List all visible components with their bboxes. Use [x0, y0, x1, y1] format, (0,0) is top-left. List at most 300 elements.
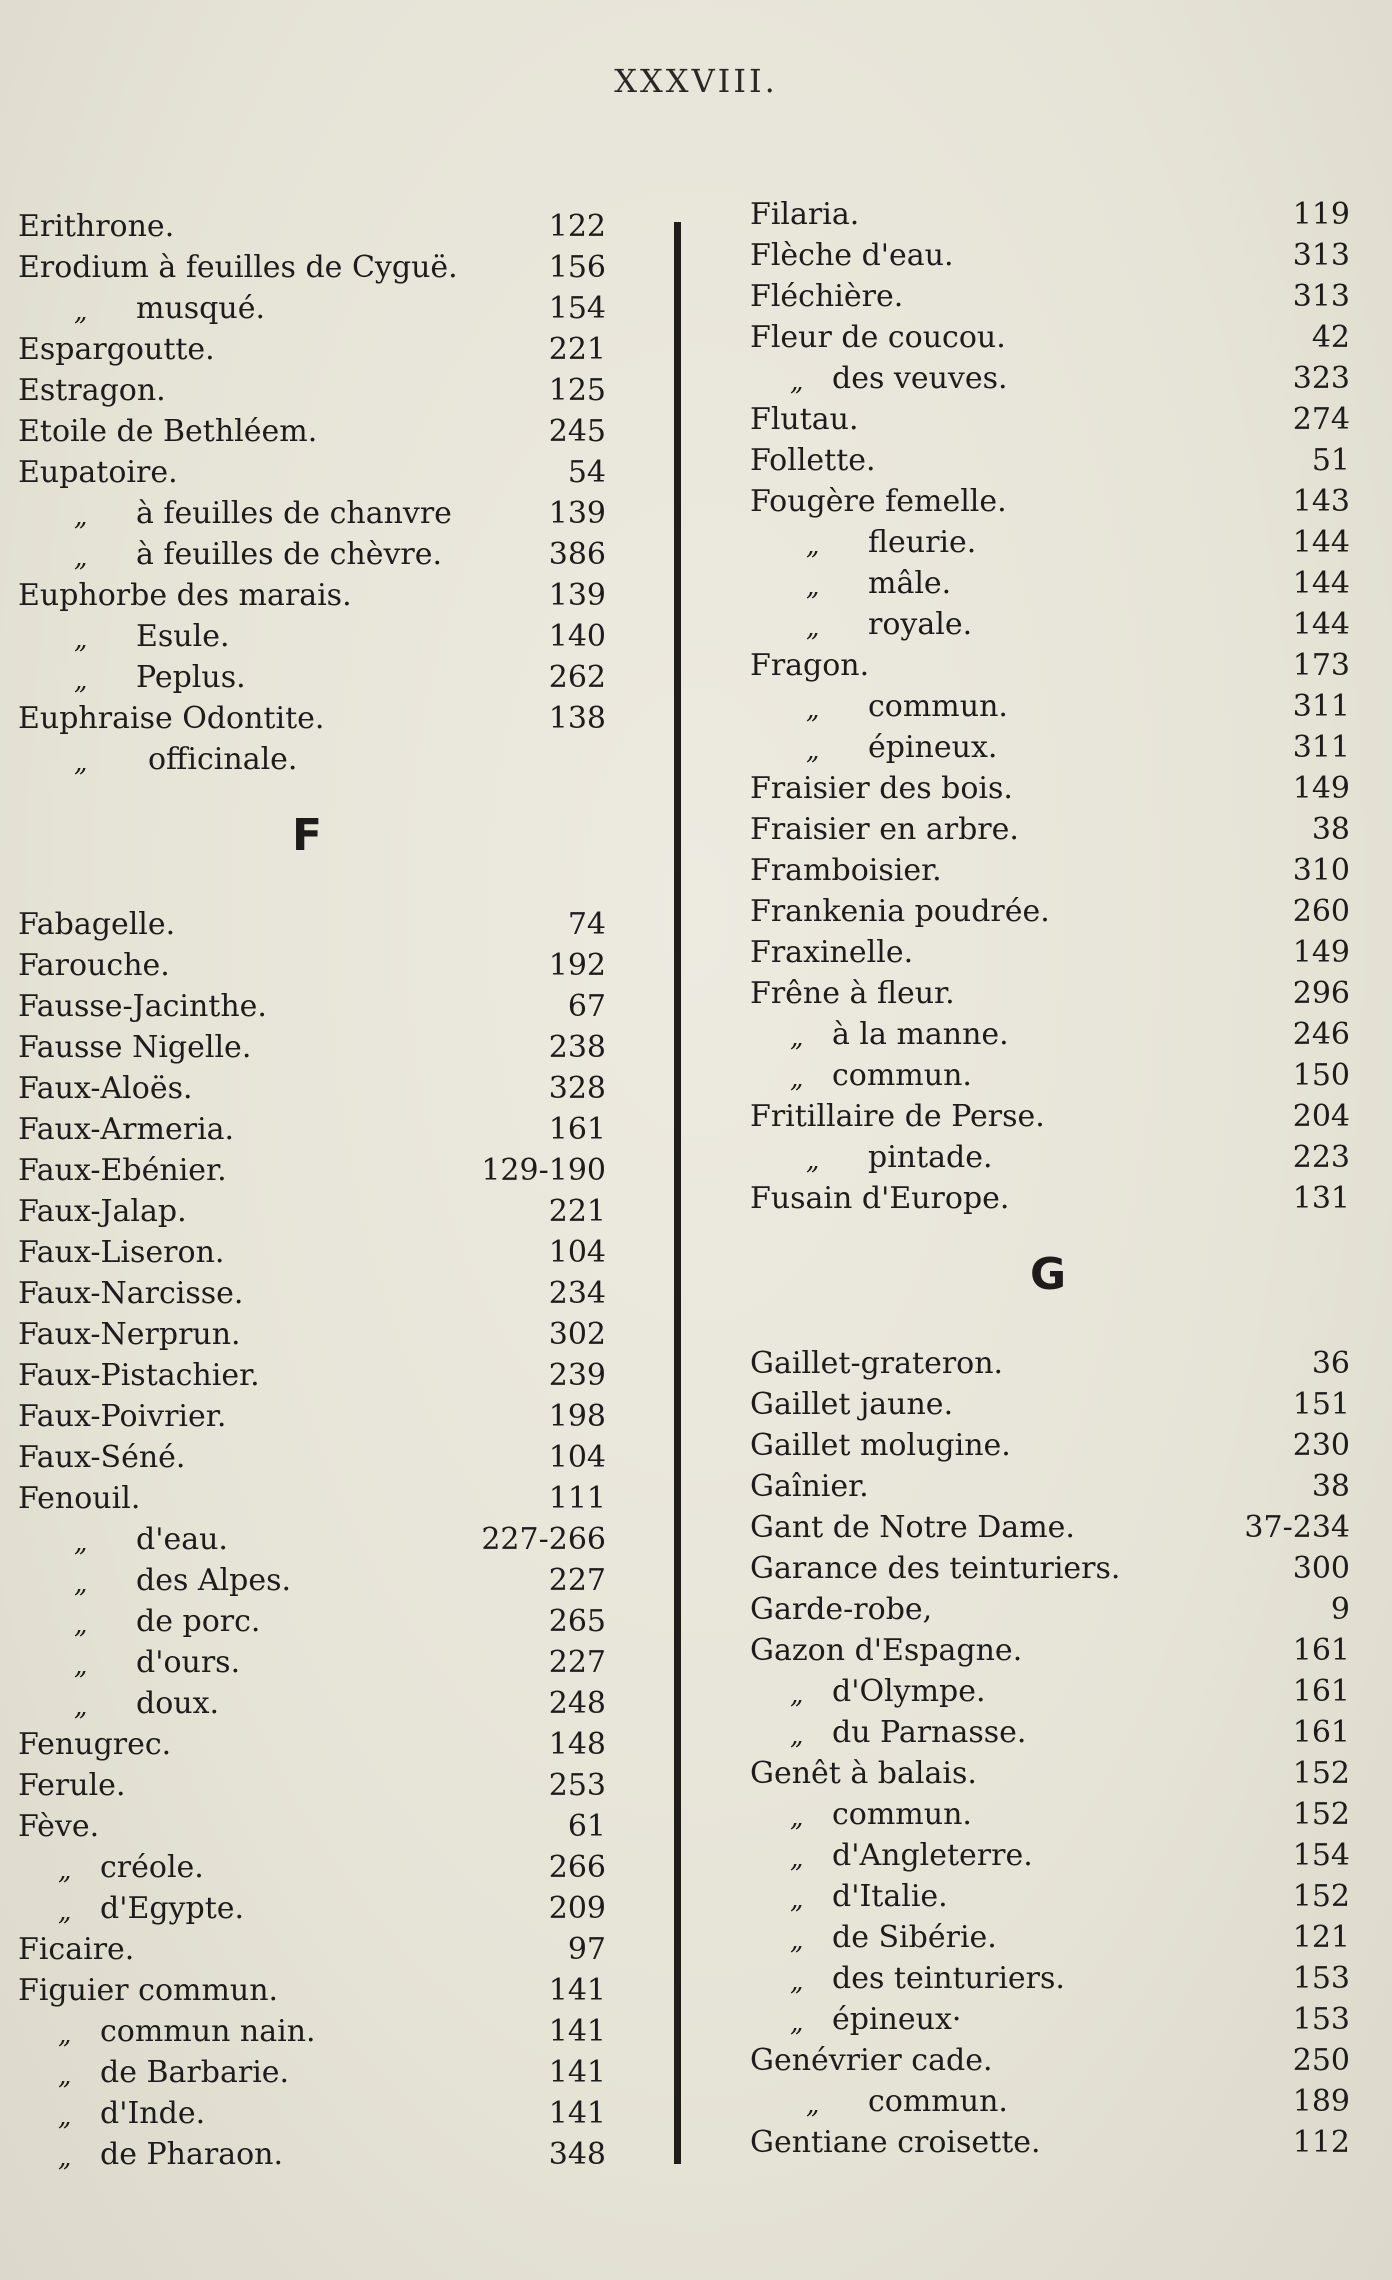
index-entry-label: Faux-Séné.	[18, 1440, 186, 1475]
index-entry-page-number: 223	[1292, 1140, 1350, 1175]
index-entry-label: Flutau.	[750, 402, 859, 437]
index-entry-label: Garde-robe,	[750, 1592, 933, 1627]
index-entry-page-number: 245	[548, 414, 606, 449]
index-entry	[750, 194, 1350, 235]
index-entry	[18, 1888, 606, 1929]
index-column-right	[750, 194, 1350, 2163]
index-entry-label: à la manne.	[832, 1017, 1009, 1052]
index-entry-label: des veuves.	[832, 361, 1008, 396]
index-entry-label: Faux-Ebénier.	[18, 1153, 227, 1188]
index-entry-page-number: 154	[548, 291, 606, 326]
index-entry-page-number: 313	[1292, 238, 1350, 273]
index-entry-page-number: 140	[548, 619, 606, 654]
index-entry	[18, 698, 606, 739]
index-entry-label: musqué.	[136, 291, 265, 326]
index-entry-page-number: 125	[548, 373, 606, 408]
ditto-mark: „	[790, 1680, 804, 1710]
index-entry	[18, 739, 606, 780]
index-entry	[750, 1917, 1350, 1958]
index-entry	[750, 604, 1350, 645]
index-entry-label: Gentiane croisette.	[750, 2125, 1041, 2160]
index-entry-page-number: 323	[1292, 361, 1350, 396]
index-entry-label: Garance des teinturiers.	[750, 1551, 1121, 1586]
index-entry-page-number: 148	[548, 1727, 606, 1762]
index-entry-page-number: 38	[1311, 812, 1350, 847]
index-entry-page-number: 189	[1292, 2084, 1350, 2119]
ditto-mark: „	[806, 613, 820, 643]
page-header-roman-numeral: XXXVIII.	[614, 62, 778, 100]
index-entry	[18, 1150, 606, 1191]
index-entry-page-number: 262	[548, 660, 606, 695]
index-entry	[750, 358, 1350, 399]
index-entry-page-number: 150	[1292, 1058, 1350, 1093]
index-entry-page-number: 149	[1292, 771, 1350, 806]
index-entry	[18, 1519, 606, 1560]
index-entry	[18, 1929, 606, 1970]
ditto-mark: „	[790, 1926, 804, 1956]
index-entry-label: épineux·	[832, 2002, 962, 2037]
index-entry	[750, 1589, 1350, 1630]
index-entry-label: créole.	[100, 1850, 204, 1885]
index-entry-page-number: 227	[548, 1563, 606, 1598]
index-entry	[750, 2081, 1350, 2122]
index-entry	[18, 575, 606, 616]
index-entry-page-number: 154	[1292, 1838, 1350, 1873]
index-entry-page-number: 144	[1292, 607, 1350, 642]
index-entry-label: d'Olympe.	[832, 1674, 986, 1709]
index-entry-label: Fenouil.	[18, 1481, 141, 1516]
index-entry-label: de porc.	[136, 1604, 261, 1639]
index-entry-label: Euphorbe des marais.	[18, 578, 352, 613]
ditto-mark: „	[790, 1023, 804, 1053]
index-entry-label: Genévrier cade.	[750, 2043, 993, 2078]
index-entry-label: à feuilles de chanvre	[136, 496, 452, 531]
index-entry-page-number: 97	[567, 1932, 606, 1967]
index-entry-page-number: 37-234	[1244, 1510, 1350, 1545]
index-entry	[18, 247, 606, 288]
index-entry-label: d'Inde.	[100, 2096, 206, 2131]
index-entry-label: fleurie.	[868, 525, 977, 560]
index-entry-page-number: 121	[1292, 1920, 1350, 1955]
index-entry-label: des Alpes.	[136, 1563, 292, 1598]
index-entry-label: commun.	[868, 2084, 1008, 2119]
index-entry-page-number: 265	[548, 1604, 606, 1639]
ditto-mark: „	[790, 1064, 804, 1094]
index-entry-label: Fausse Nigelle.	[18, 1030, 252, 1065]
index-entry-label: pintade.	[868, 1140, 993, 1175]
index-entry	[18, 2052, 606, 2093]
index-entry-label: doux.	[136, 1686, 220, 1721]
index-entry	[750, 522, 1350, 563]
index-entry-page-number: 274	[1292, 402, 1350, 437]
index-entry-page-number: 198	[548, 1399, 606, 1434]
index-entry-page-number: 153	[1292, 1961, 1350, 1996]
index-entry-page-number: 302	[548, 1317, 606, 1352]
index-entry	[18, 2011, 606, 2052]
index-entry-page-number: 111	[548, 1481, 606, 1516]
index-entry-label: Faux-Narcisse.	[18, 1276, 244, 1311]
index-entry	[750, 1178, 1350, 1219]
index-entry-label: Faux-Poivrier.	[18, 1399, 227, 1434]
index-entry-label: Espargoutte.	[18, 332, 215, 367]
index-entry	[18, 1109, 606, 1150]
index-entry-page-number: 300	[1292, 1551, 1350, 1586]
index-entry	[18, 1970, 606, 2011]
index-entry-page-number: 42	[1311, 320, 1350, 355]
index-entry-page-number: 296	[1292, 976, 1350, 1011]
index-entry-label: commun nain.	[100, 2014, 316, 2049]
index-entry	[18, 1683, 606, 1724]
index-entry	[750, 481, 1350, 522]
index-entry	[18, 1806, 606, 1847]
index-entry	[18, 452, 606, 493]
index-entry-label: Euphraise Odontite.	[18, 701, 325, 736]
index-entry-label: Fenugrec.	[18, 1727, 172, 1762]
index-entry-page-number: 221	[548, 332, 606, 367]
ditto-mark: „	[58, 2102, 72, 2132]
index-entry-page-number: 161	[1292, 1715, 1350, 1750]
index-entry	[750, 727, 1350, 768]
index-entry-page-number: 192	[548, 948, 606, 983]
index-entry-label: Erithrone.	[18, 209, 175, 244]
index-entry-label: d'Angleterre.	[832, 1838, 1033, 1873]
index-entry-page-number: 152	[1292, 1879, 1350, 1914]
index-entry-label: Faux-Aloës.	[18, 1071, 193, 1106]
index-entry-label: Estragon.	[18, 373, 166, 408]
index-entry-page-number: 36	[1311, 1346, 1350, 1381]
index-entry	[18, 986, 606, 1027]
index-entry	[750, 1384, 1350, 1425]
index-entry	[18, 1437, 606, 1478]
index-entry-page-number: 119	[1292, 197, 1350, 232]
index-entry-label: Fragon.	[750, 648, 870, 683]
index-entry	[18, 1355, 606, 1396]
index-entry	[18, 493, 606, 534]
index-entry-page-number: 144	[1292, 566, 1350, 601]
ditto-mark: „	[58, 1897, 72, 1927]
index-entry-page-number: 141	[548, 2055, 606, 2090]
index-entry-label: Faux-Armeria.	[18, 1112, 235, 1147]
index-entry-label: Esule.	[136, 619, 230, 654]
index-entry	[750, 686, 1350, 727]
index-entry-label: d'ours.	[136, 1645, 241, 1680]
index-entry-page-number: 260	[1292, 894, 1350, 929]
index-entry-label: Fausse-Jacinthe.	[18, 989, 267, 1024]
index-entry	[18, 2093, 606, 2134]
index-entry	[750, 2040, 1350, 2081]
index-entry-page-number: 246	[1292, 1017, 1350, 1052]
index-entry	[750, 1096, 1350, 1137]
index-entry-page-number: 250	[1292, 2043, 1350, 2078]
index-entry-page-number: 104	[548, 1235, 606, 1270]
index-entry-page-number: 104	[548, 1440, 606, 1475]
index-entry-label: Faux-Jalap.	[18, 1194, 187, 1229]
index-entry-label: Erodium à feuilles de Cyguë.	[18, 250, 458, 285]
ditto-mark: „	[74, 748, 88, 778]
index-entry	[18, 1642, 606, 1683]
index-entry	[18, 1191, 606, 1232]
index-entry	[750, 809, 1350, 850]
index-entry-label: Frêne à fleur.	[750, 976, 955, 1011]
index-entry-label: Fraisier en arbre.	[750, 812, 1019, 847]
index-entry	[750, 1999, 1350, 2040]
index-entry-page-number: 144	[1292, 525, 1350, 560]
index-entry-label: Follette.	[750, 443, 876, 478]
ditto-mark: „	[74, 502, 88, 532]
index-entry-page-number: 238	[548, 1030, 606, 1065]
index-entry-label: Fleur de coucou.	[750, 320, 1006, 355]
index-entry-label: de Barbarie.	[100, 2055, 290, 2090]
index-entry-label: mâle.	[868, 566, 952, 601]
index-entry-label: Ferule.	[18, 1768, 126, 1803]
index-entry-label: Etoile de Bethléem.	[18, 414, 318, 449]
index-entry-label: Flèche d'eau.	[750, 238, 954, 273]
index-entry	[750, 276, 1350, 317]
index-entry-page-number: 310	[1292, 853, 1350, 888]
ditto-mark: „	[806, 572, 820, 602]
index-entry-label: d'eau.	[136, 1522, 228, 1557]
index-entry	[750, 1425, 1350, 1466]
index-entry-page-number: 239	[548, 1358, 606, 1393]
index-column-left	[18, 206, 606, 2175]
index-entry	[18, 1232, 606, 1273]
ditto-mark: „	[806, 2090, 820, 2120]
ditto-mark: „	[790, 1803, 804, 1833]
index-entry-label: épineux.	[868, 730, 998, 765]
index-entry-label: Framboisier.	[750, 853, 942, 888]
index-entry-label: Filaria.	[750, 197, 860, 232]
index-entry	[18, 206, 606, 247]
index-entry-page-number: 152	[1292, 1756, 1350, 1791]
index-entry-page-number: 221	[548, 1194, 606, 1229]
index-entry	[750, 317, 1350, 358]
index-entry-label: Fabagelle.	[18, 907, 176, 942]
section-letter: G	[1030, 1249, 1067, 1300]
ditto-mark: „	[74, 543, 88, 573]
index-entry-page-number: 161	[548, 1112, 606, 1147]
index-entry-label: Fusain d'Europe.	[750, 1181, 1010, 1216]
index-entry-label: royale.	[868, 607, 973, 642]
index-entry-page-number: 151	[1292, 1387, 1350, 1422]
index-entry-page-number: 227	[548, 1645, 606, 1680]
index-entry	[750, 2122, 1350, 2163]
index-entry	[18, 1560, 606, 1601]
ditto-mark: „	[790, 1844, 804, 1874]
index-entry	[18, 1601, 606, 1642]
ditto-mark: „	[58, 1856, 72, 1886]
index-entry-label: Fraxinelle.	[750, 935, 914, 970]
index-entry	[750, 1466, 1350, 1507]
index-entry-page-number: 74	[567, 907, 606, 942]
index-entry-page-number: 38	[1311, 1469, 1350, 1504]
index-entry-label: Gaillet molugine.	[750, 1428, 1011, 1463]
index-entry	[18, 1068, 606, 1109]
ditto-mark: „	[790, 2008, 804, 2038]
index-entry-label: Genêt à balais.	[750, 1756, 977, 1791]
ditto-mark: „	[74, 625, 88, 655]
index-entry-page-number: 112	[1292, 2125, 1350, 2160]
index-entry	[750, 563, 1350, 604]
column-divider-rule	[674, 222, 681, 2164]
index-entry	[18, 411, 606, 452]
index-entry-label: commun.	[832, 1058, 972, 1093]
ditto-mark: „	[58, 2020, 72, 2050]
index-entry-page-number: 266	[548, 1850, 606, 1885]
ditto-mark: „	[74, 1569, 88, 1599]
index-entry-page-number: 61	[567, 1809, 606, 1844]
index-entry-page-number: 67	[567, 989, 606, 1024]
ditto-mark: „	[790, 367, 804, 397]
index-entry-page-number: 311	[1292, 730, 1350, 765]
index-entry	[750, 645, 1350, 686]
index-entry-page-number: 161	[1292, 1633, 1350, 1668]
index-entry-page-number: 131	[1292, 1181, 1350, 1216]
ditto-mark: „	[790, 1967, 804, 1997]
index-entry-label: d'Egypte.	[100, 1891, 245, 1926]
index-entry	[750, 1055, 1350, 1096]
index-entry-label: Fraisier des bois.	[750, 771, 1013, 806]
index-entry	[18, 329, 606, 370]
index-entry-page-number: 173	[1292, 648, 1350, 683]
index-entry-label: du Parnasse.	[832, 1715, 1027, 1750]
index-entry-page-number: 348	[548, 2137, 606, 2172]
index-entry	[750, 1630, 1350, 1671]
index-entry	[750, 1876, 1350, 1917]
index-entry-page-number: 156	[548, 250, 606, 285]
index-entry-label: commun.	[832, 1797, 972, 1832]
index-entry-label: Frankenia poudrée.	[750, 894, 1050, 929]
index-entry	[18, 1396, 606, 1437]
index-entry	[18, 945, 606, 986]
ditto-mark: „	[74, 1528, 88, 1558]
index-entry-label: Ficaire.	[18, 1932, 135, 1967]
index-entry-page-number: 386	[548, 537, 606, 572]
index-entry	[18, 904, 606, 945]
index-entry	[18, 657, 606, 698]
index-entry	[750, 1671, 1350, 1712]
index-entry-label: d'Italie.	[832, 1879, 948, 1914]
index-entry-label: Gaillet-grateron.	[750, 1346, 1004, 1381]
ditto-mark: „	[74, 1610, 88, 1640]
index-entry-page-number: 253	[548, 1768, 606, 1803]
ditto-mark: „	[790, 1721, 804, 1751]
index-entry-label: Gazon d'Espagne.	[750, 1633, 1023, 1668]
index-entry-page-number: 138	[548, 701, 606, 736]
index-entry-label: Gaînier.	[750, 1469, 869, 1504]
index-entry	[750, 1794, 1350, 1835]
index-entry	[18, 1027, 606, 1068]
index-entry-page-number: 143	[1292, 484, 1350, 519]
index-entry	[750, 1343, 1350, 1384]
ditto-mark: „	[58, 2143, 72, 2173]
index-entry	[18, 1273, 606, 1314]
index-entry-page-number: 122	[548, 209, 606, 244]
ditto-mark: „	[806, 736, 820, 766]
index-entry-page-number: 9	[1330, 1592, 1350, 1627]
index-entry-page-number: 139	[548, 578, 606, 613]
index-entry-page-number: 313	[1292, 279, 1350, 314]
index-entry-page-number: 161	[1292, 1674, 1350, 1709]
index-entry	[750, 891, 1350, 932]
index-entry-page-number: 51	[1311, 443, 1350, 478]
index-entry	[18, 1765, 606, 1806]
index-entry	[750, 768, 1350, 809]
index-entry-label: Figuier commun.	[18, 1973, 279, 2008]
index-entry	[18, 1847, 606, 1888]
index-entry-page-number: 204	[1292, 1099, 1350, 1134]
ditto-mark: „	[74, 297, 88, 327]
index-entry-label: à feuilles de chèvre.	[136, 537, 443, 572]
index-entry	[750, 1548, 1350, 1589]
index-entry	[750, 1835, 1350, 1876]
index-entry-page-number: 311	[1292, 689, 1350, 724]
index-entry	[750, 235, 1350, 276]
index-entry	[750, 1958, 1350, 1999]
index-entry-page-number: 153	[1292, 2002, 1350, 2037]
index-entry-page-number: 209	[548, 1891, 606, 1926]
index-entry-label: des teinturiers.	[832, 1961, 1065, 1996]
index-entry-page-number: 141	[548, 2096, 606, 2131]
index-entry	[18, 534, 606, 575]
index-entry	[750, 1014, 1350, 1055]
index-entry-label: Gaillet jaune.	[750, 1387, 954, 1422]
index-entry-page-number: 230	[1292, 1428, 1350, 1463]
index-entry-page-number: 234	[548, 1276, 606, 1311]
section-letter-heading	[18, 780, 606, 904]
index-entry-page-number: 129-190	[481, 1153, 606, 1188]
index-entry-label: Faux-Nerprun.	[18, 1317, 241, 1352]
ditto-mark: „	[806, 1146, 820, 1176]
index-entry-page-number: 227-266	[481, 1522, 606, 1557]
index-entry-page-number: 139	[548, 496, 606, 531]
index-entry-label: de Pharaon.	[100, 2137, 284, 2172]
index-entry-label: commun.	[868, 689, 1008, 724]
index-entry	[750, 973, 1350, 1014]
index-entry	[18, 288, 606, 329]
index-entry	[750, 440, 1350, 481]
index-entry-label: Fritillaire de Perse.	[750, 1099, 1045, 1134]
index-entry	[750, 1712, 1350, 1753]
ditto-mark: „	[74, 1651, 88, 1681]
index-entry	[18, 1724, 606, 1765]
index-entry-label: Farouche.	[18, 948, 170, 983]
index-entry-page-number: 141	[548, 2014, 606, 2049]
ditto-mark: „	[790, 1885, 804, 1915]
index-entry	[18, 370, 606, 411]
index-entry-label: Fougère femelle.	[750, 484, 1007, 519]
section-letter: F	[292, 810, 323, 861]
index-entry-label: officinale.	[148, 742, 298, 777]
index-entry-label: Peplus.	[136, 660, 246, 695]
index-entry	[750, 932, 1350, 973]
index-entry-page-number: 152	[1292, 1797, 1350, 1832]
index-entry-page-number: 141	[548, 1973, 606, 2008]
index-entry	[18, 616, 606, 657]
index-entry	[750, 1507, 1350, 1548]
index-entry	[18, 1314, 606, 1355]
index-entry-label: Gant de Notre Dame.	[750, 1510, 1075, 1545]
section-letter-heading	[750, 1219, 1350, 1343]
index-entry-page-number: 328	[548, 1071, 606, 1106]
ditto-mark: „	[806, 695, 820, 725]
index-entry	[750, 1753, 1350, 1794]
index-entry-label: Fléchière.	[750, 279, 904, 314]
ditto-mark: „	[806, 531, 820, 561]
index-entry-page-number: 248	[548, 1686, 606, 1721]
index-entry	[750, 850, 1350, 891]
index-entry-page-number: 149	[1292, 935, 1350, 970]
index-entry-label: Fève.	[18, 1809, 100, 1844]
